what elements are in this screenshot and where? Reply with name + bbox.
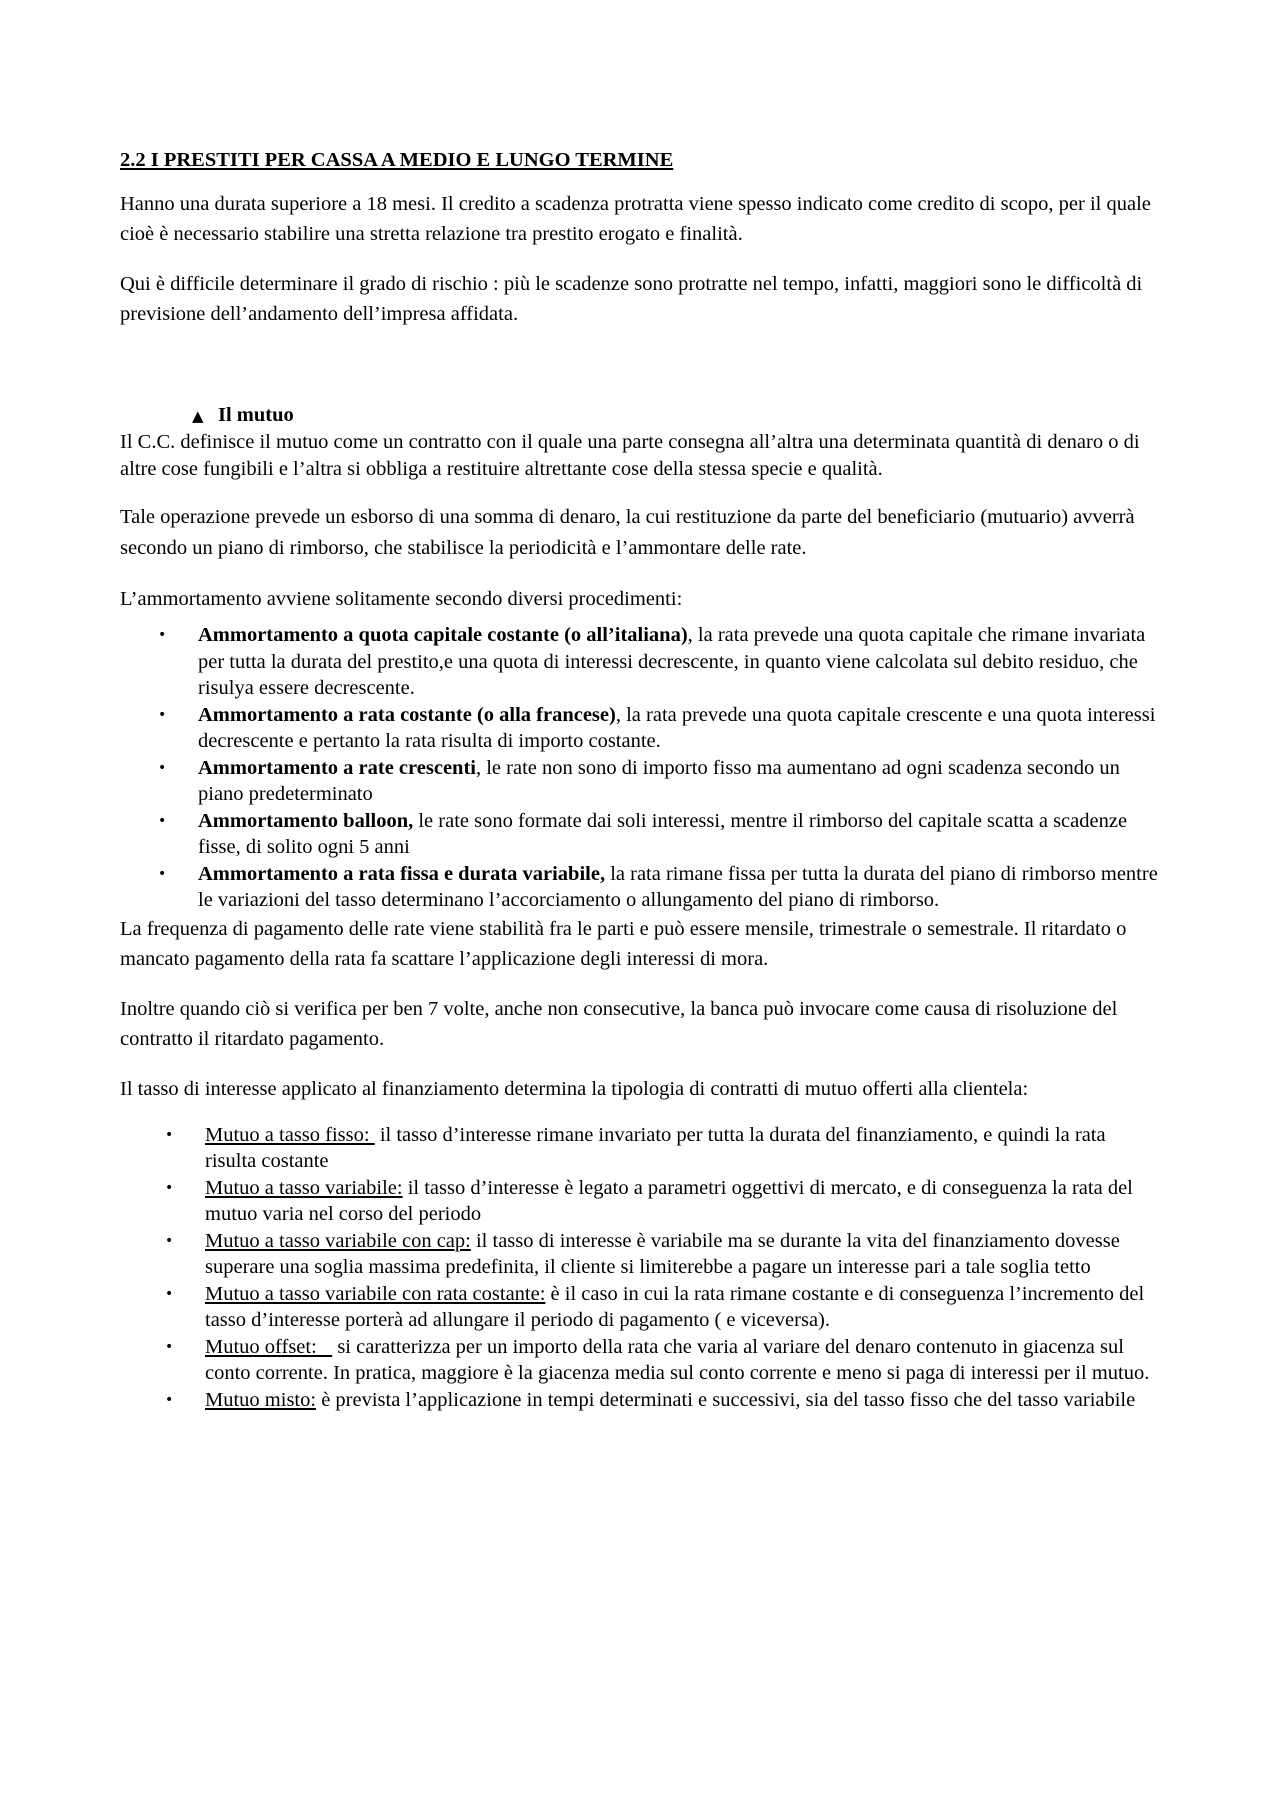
list-item [120,622,1160,702]
list-item-term: Mutuo misto: [205,1388,317,1411]
bullet-icon: • [165,1285,174,1302]
list-item-text: il tasso d’interesse è legato a parametri oggettivi di mercato, e di conseguenza la rata del mutuo varia nel corso del periodo [205,1176,1133,1225]
list-item-term: Ammortamento a rata fissa e durata variabile, [198,862,606,885]
list-item-term: Mutuo a tasso variabile: [205,1176,403,1199]
list-item-term: Ammortamento a rata costante (o alla francese) [198,703,616,726]
bullet-icon: • [165,1179,174,1196]
list-item [120,755,1160,808]
list-item-text: , la rata prevede una quota capitale crescente e una quota interessi decrescente e pertanto la rata risulta di importo costante. [198,703,1156,752]
bullet-icon: • [165,1391,174,1408]
bullet-icon: • [158,865,167,882]
list-item-text: è prevista l’applicazione in tempi determinati e successivi, sia del tasso fisso che del tasso variabile [316,1388,1136,1411]
bullet-icon: • [158,627,167,643]
subheading-il-mutuo [120,402,1160,429]
list-item [120,808,1160,861]
list-item [120,861,1160,914]
bullet-icon: • [165,1232,174,1249]
list-item [120,1175,1160,1228]
bullet-icon: • [165,1338,174,1355]
frequenza-paragraph: La frequenza di pagamento delle rate viene stabilità fra le parti e può essere mensile, trimestrale o semestrale. Il ritardato o mancato pagamento della rata fa scattare l’applicazione degli interessi di mora. [120,917,1127,970]
tasso-intro-paragraph: Il tasso di interesse applicato al finanziamento determina la tipologia di contratti di mutuo offerti alla clientela: [120,1077,1029,1100]
list-item-term: Ammortamento a quota capitale costante (o all’italiana) [198,624,688,646]
list-item-text: è il caso in cui la rata rimane costante e di conseguenza l’incremento del tasso d’interesse porterà ad allungare il periodo di pagamento ( e viceversa). [205,1282,1145,1331]
list-item [120,1281,1160,1334]
document-page [120,145,1160,1413]
bullet-icon: • [165,1126,174,1143]
list-item-text: la rata rimane fissa per tutta la durata del piano di rimborso mentre le variazioni del tasso determinano l’accorciamento o allungamento del piano di rimborso. [198,862,1158,911]
list-item [120,702,1160,755]
ammortamento-intro-paragraph: L’ammortamento avviene solitamente secondo diversi procedimenti: [120,588,683,610]
ritardo-paragraph: Inoltre quando ciò si verifica per ben 7 volte, anche non consecutive, la banca può invocare come causa di risoluzione del contratto il ritardato pagamento. [120,997,1118,1050]
list-item-text: , la rata prevede una quota capitale che rimane invariata per tutta la durata del prestito,e una quota di interessi decrescente, in quanto viene calcolata sul debito residuo, che risulya essere decrescente. [198,624,1146,699]
subheading-label: Il mutuo [218,404,294,426]
mutuo-definition-paragraph: Il C.C. definisce il mutuo come un contratto con il quale una parte consegna all’altra una determinata quantità di denaro o di altre cose fungibili e l’altra si obbliga a restituire altrettante cose della stessa specie e qualità. [120,431,1140,480]
list-item [120,1228,1160,1281]
bullet-icon: • [158,706,167,723]
list-item-text: , le rate non sono di importo fisso ma aumentano ad ogni scadenza secondo un piano predeterminato [198,756,1120,805]
list-item [120,1334,1160,1387]
list-item-term: Mutuo a tasso variabile con rata costante: [205,1282,546,1305]
ammortamento-list [120,622,1160,914]
section-heading: 2.2 I PRESTITI PER CASSA A MEDIO E LUNGO TERMINE [120,149,674,171]
list-item [120,1387,1160,1414]
list-item-text: si caratterizza per un importo della rata che varia al variare del denaro contenuto in giacenza sul conto corrente. In pratica, maggiore è la giacenza media sul conto corrente e meno si paga di interessi per il mutuo. [205,1335,1150,1384]
list-item-term: Mutuo a tasso fisso: [205,1123,375,1146]
list-item-term: Mutuo a tasso variabile con cap: [205,1229,471,1252]
list-item-term: Mutuo offset: [205,1335,333,1358]
mutuo-operation-paragraph: Tale operazione prevede un esborso di una somma di denaro, la cui restituzione da parte del beneficiario (mutuario) avverrà secondo un piano di rimborso, che stabilisce la periodicità e l’ammontare delle rate. [120,506,1135,559]
intro-paragraph-2: Qui è difficile determinare il grado di rischio : più le scadenze sono protratte nel tempo, infatti, maggiori sono le difficoltà di previsione dell’andamento dell’impresa affidata. [120,273,1143,325]
triangle-bullet-icon: ▲ [192,407,204,425]
intro-paragraph-1: Hanno una durata superiore a 18 mesi. Il credito a scadenza protratta viene spesso indicato come credito di scopo, per il quale cioè è necessario stabilire una stretta relazione tra prestito erogato e finalità. [120,193,1151,245]
mutui-list [120,1122,1160,1414]
list-item-text: il tasso d’interesse rimane invariato per tutta la durata del finanziamento, e quindi la rata risulta costante [205,1123,1106,1172]
list-item-text: il tasso di interesse è variabile ma se durante la vita del finanziamento dovesse superare una soglia massima predefinita, il cliente si limiterebbe a pagare un interesse pari a tale soglia tetto [205,1229,1120,1278]
list-item-text: le rate sono formate dai soli interessi, mentre il rimborso del capitale scatta a scadenze fisse, di solito ogni 5 anni [198,809,1128,858]
list-item-term: Ammortamento balloon, [198,809,414,832]
list-item [120,1122,1160,1175]
bullet-icon: • [158,759,167,776]
bullet-icon: • [158,812,167,829]
list-item-term: Ammortamento a rate crescenti [198,756,476,779]
